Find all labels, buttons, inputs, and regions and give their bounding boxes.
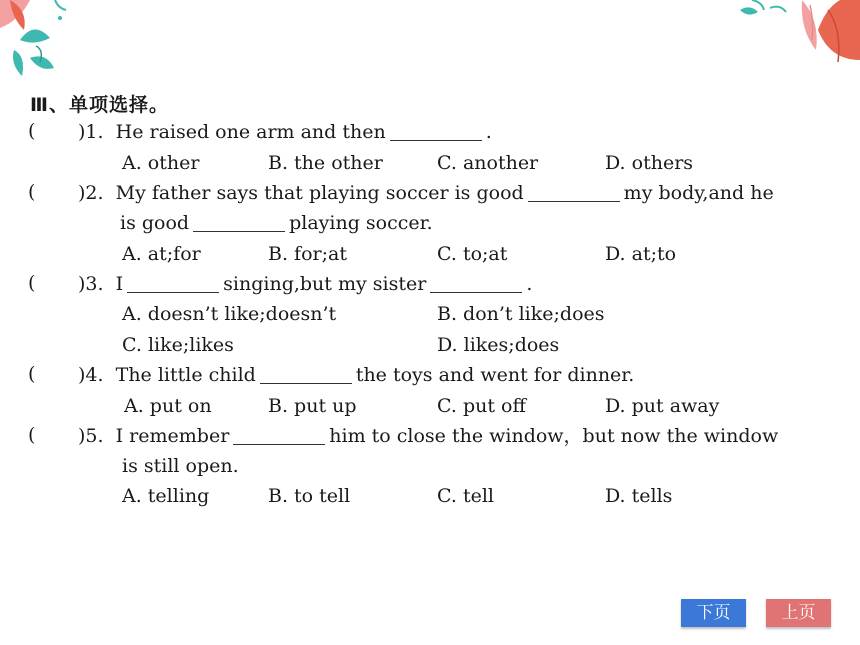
leaf-decoration-left-icon xyxy=(0,0,90,90)
option-b: B. don’t like;does xyxy=(437,303,605,325)
option-a: A. at;for xyxy=(122,243,201,265)
option-c: C. like;likes xyxy=(122,334,234,356)
blank xyxy=(390,122,482,141)
leaf-decoration-right-icon xyxy=(730,0,860,75)
option-c: C. to;at xyxy=(437,243,508,265)
option-a: A. telling xyxy=(122,485,210,507)
question-1: )1. He raised one arm and then . xyxy=(78,121,492,143)
option-d: D. tells xyxy=(605,485,673,507)
section-title: Ⅲ、单项选择。 xyxy=(30,94,169,116)
answer-paren: ( xyxy=(28,424,36,446)
question-5-line2: is still open. xyxy=(122,455,239,477)
question-5: )5. I remember him to close the window，but now the window xyxy=(78,425,779,447)
option-c: C. another xyxy=(437,152,539,174)
question-3: )3. I singing,but my sister . xyxy=(78,273,533,295)
option-d: D. at;to xyxy=(605,243,677,265)
blank xyxy=(260,365,352,384)
blank xyxy=(528,183,620,202)
option-d: D. likes;does xyxy=(437,334,560,356)
option-b: B. put up xyxy=(268,395,357,417)
blank xyxy=(193,213,285,232)
answer-paren: ( xyxy=(28,181,36,203)
question-2-line2: is good playing soccer. xyxy=(120,212,433,234)
option-a: A. other xyxy=(122,152,200,174)
answer-paren: ( xyxy=(28,120,36,142)
option-a: A. put on xyxy=(124,395,212,417)
option-b: B. to tell xyxy=(268,485,351,507)
blank xyxy=(127,274,219,293)
option-c: C. tell xyxy=(437,485,494,507)
blank xyxy=(430,274,522,293)
option-a: A. doesn’t like;doesn’t xyxy=(122,303,337,325)
answer-paren: ( xyxy=(28,272,36,294)
option-d: D. put away xyxy=(605,395,720,417)
answer-paren: ( xyxy=(28,363,36,385)
blank xyxy=(233,426,325,445)
question-2: )2. My father says that playing soccer is good my body,and he xyxy=(78,182,774,204)
option-c: C. put off xyxy=(437,395,526,417)
option-b: B. the other xyxy=(268,152,383,174)
next-page-button[interactable]: 下页 xyxy=(681,599,746,627)
option-b: B. for;at xyxy=(268,243,347,265)
prev-page-button[interactable]: 上页 xyxy=(766,599,831,627)
question-4: )4. The little child the toys and went for dinner. xyxy=(78,364,635,386)
option-d: D. others xyxy=(605,152,694,174)
